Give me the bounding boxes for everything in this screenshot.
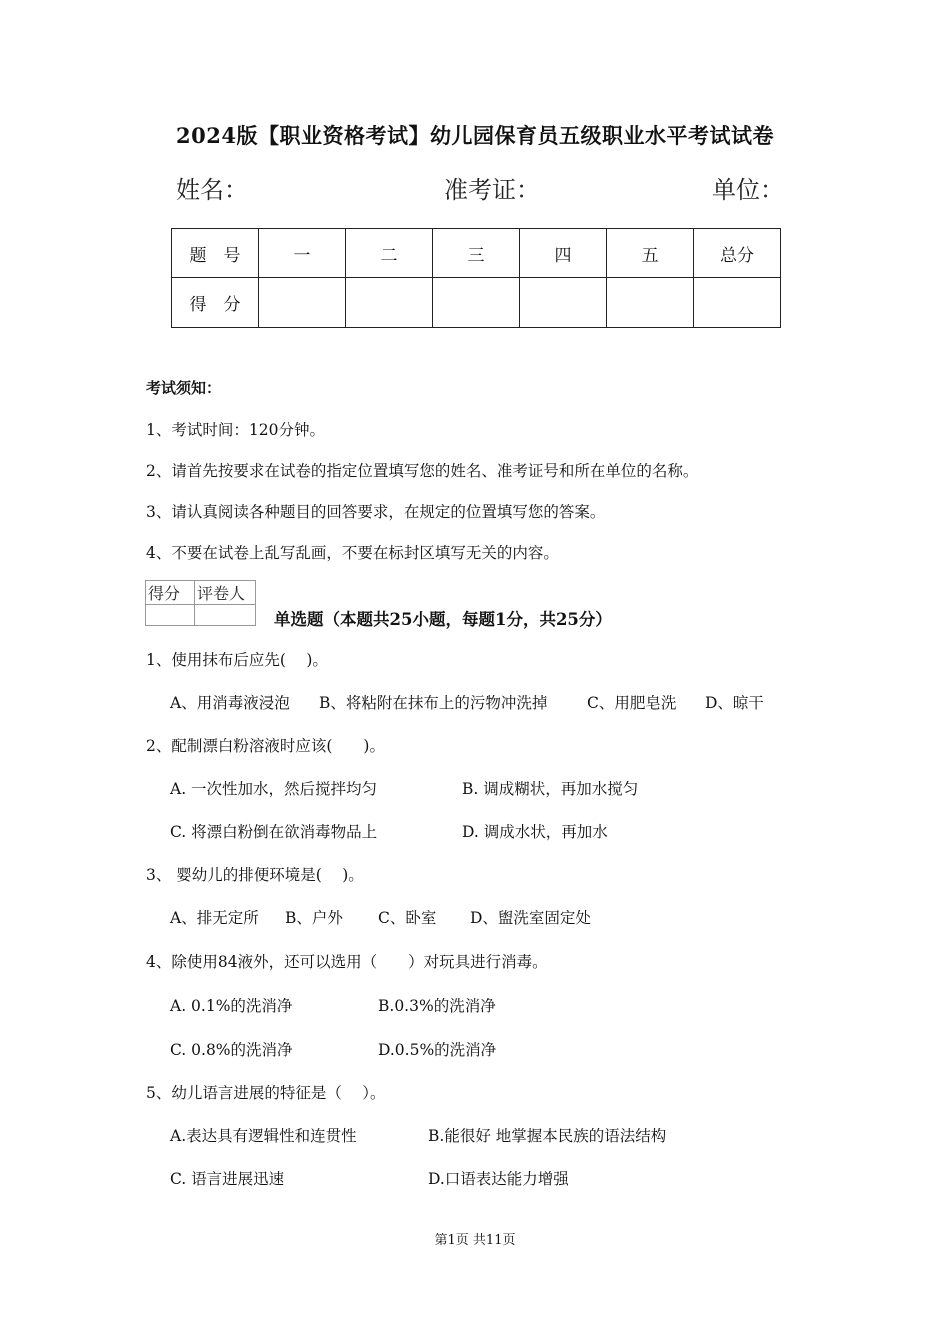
question-option: A.表达具有逻辑性和连贯性 <box>170 1127 357 1145</box>
score-table-header-cell: 总分 <box>694 229 781 278</box>
question-stem: 4、除使用84液外，还可以选用（ ）对玩具进行消毒。 <box>146 953 548 971</box>
question-stem: 1、使用抹布后应先( )。 <box>146 651 328 669</box>
question-stem: 3、 婴幼儿的排便环境是( )。 <box>146 866 364 884</box>
score-cell[interactable] <box>520 278 607 328</box>
score-row-label: 得 分 <box>172 278 259 328</box>
question-option: C. 0.8%的洗消净 <box>170 1041 293 1059</box>
question-option: A. 一次性加水，然后搅拌均匀 <box>170 780 378 798</box>
question-stem: 5、幼儿语言进展的特征是（ ）。 <box>146 1084 386 1102</box>
grader-box-score-cell[interactable] <box>146 605 195 626</box>
question-option: C、卧室 <box>378 909 437 927</box>
question-option: D.0.5%的洗消净 <box>378 1041 497 1059</box>
question-option: D、晾干 <box>705 694 764 712</box>
question-option: C、用肥皂洗 <box>587 694 677 712</box>
score-table-header-cell: 二 <box>346 229 433 278</box>
notice-item: 4、不要在试卷上乱写乱画，不要在标封区填写无关的内容。 <box>146 544 559 562</box>
score-table-header-cell: 五 <box>607 229 694 278</box>
grader-box-grader-cell[interactable] <box>195 605 256 626</box>
notice-heading: 考试须知： <box>146 379 222 397</box>
question-stem: 2、配制漂白粉溶液时应该( )。 <box>146 737 385 755</box>
question-option: B、将粘附在抹布上的污物冲洗掉 <box>319 694 548 712</box>
unit-field-label: 单位： <box>712 176 784 204</box>
score-table-header-cell: 题 号 <box>172 229 259 278</box>
question-option: B.能很好 地掌握本民族的语法结构 <box>428 1127 667 1145</box>
notice-item: 1、考试时间：120分钟。 <box>146 421 325 439</box>
score-table-header-cell: 三 <box>433 229 520 278</box>
question-option: D、盥洗室固定处 <box>470 909 591 927</box>
grader-box <box>145 580 256 626</box>
question-option: A、排无定所 <box>170 909 259 927</box>
question-option: C. 将漂白粉倒在欲消毒物品上 <box>170 823 378 841</box>
score-table-score-row <box>172 278 781 328</box>
question-option: D. 调成水状，再加水 <box>462 823 608 841</box>
score-cell[interactable] <box>433 278 520 328</box>
score-cell[interactable] <box>607 278 694 328</box>
question-option: A、用消毒液浸泡 <box>170 694 290 712</box>
notice-item: 3、请认真阅读各种题目的回答要求，在规定的位置填写您的答案。 <box>146 503 606 521</box>
question-option: C. 语言进展迅速 <box>170 1170 285 1188</box>
grader-box-score-label: 得分 <box>146 581 195 605</box>
notice-item: 2、请首先按要求在试卷的指定位置填写您的姓名、准考证号和所在单位的名称。 <box>146 462 699 480</box>
exam-id-field-label: 准考证： <box>444 176 540 204</box>
score-table-header-cell: 一 <box>259 229 346 278</box>
grader-box-grader-label: 评卷人 <box>195 581 256 605</box>
question-option: D.口语表达能力增强 <box>428 1170 569 1188</box>
score-table-header-cell: 四 <box>520 229 607 278</box>
score-table-header-row <box>172 229 781 278</box>
score-table <box>171 228 781 328</box>
score-cell[interactable] <box>259 278 346 328</box>
score-cell[interactable] <box>346 278 433 328</box>
question-option: B. 调成糊状，再加水搅匀 <box>462 780 639 798</box>
name-field-label: 姓名： <box>176 176 248 204</box>
page-footer: 第1页 共11页 <box>434 1233 516 1248</box>
exam-title: 2024版【职业资格考试】幼儿园保育员五级职业水平考试试卷 <box>176 123 774 148</box>
question-option: B、户外 <box>285 909 343 927</box>
question-option: B.0.3%的洗消净 <box>378 997 496 1015</box>
question-option: A. 0.1%的洗消净 <box>170 997 293 1015</box>
score-cell[interactable] <box>694 278 781 328</box>
section-title: 单选题（本题共25小题，每题1分，共25分） <box>274 610 612 629</box>
